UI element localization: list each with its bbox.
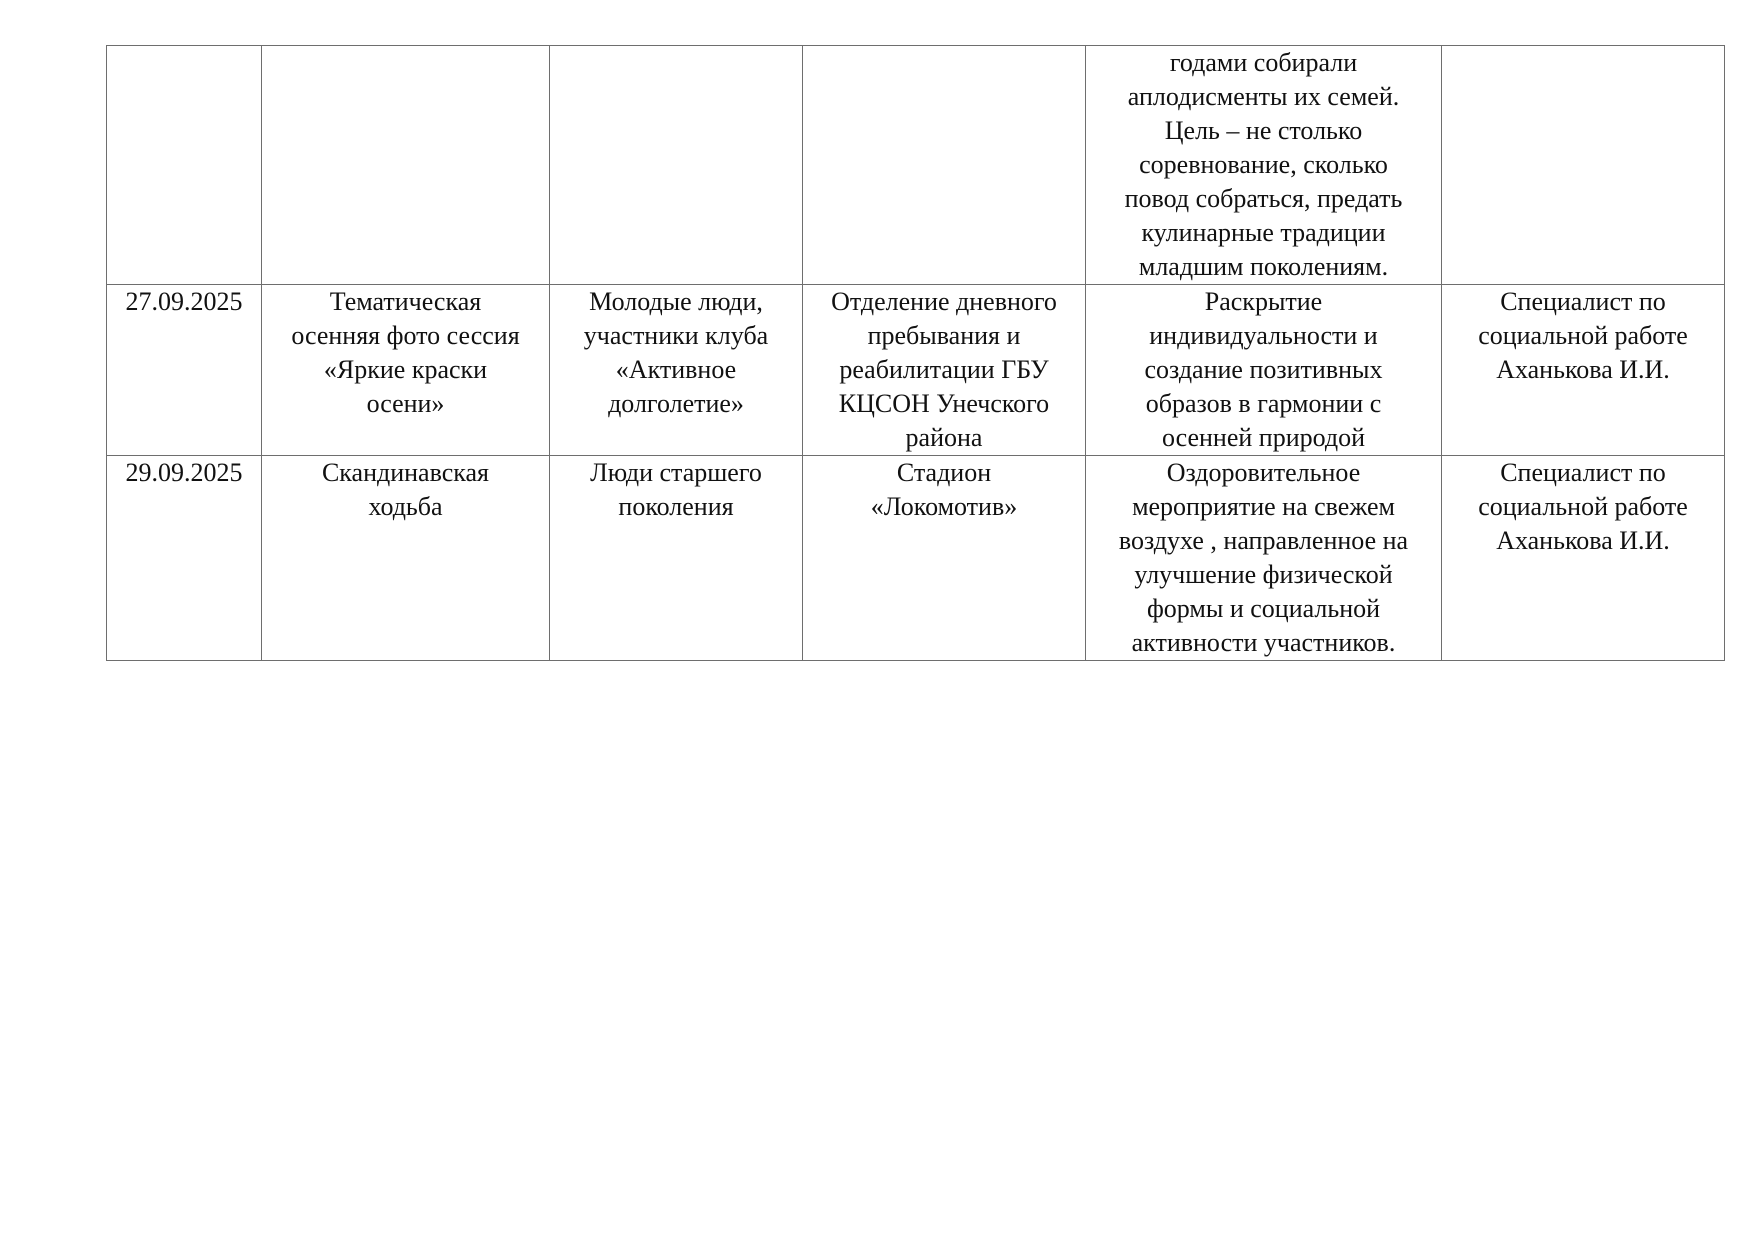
date-cell (107, 46, 262, 285)
description-cell: годами собирали аплодисменты их семей. Цель – не столько соревнование, сколько повод собраться, предать кулинарные традиции младшим поколениям. (1086, 46, 1442, 285)
description-cell: Оздоровительное мероприятие на свежем воздухе , направленное на улучшение физической формы и социальной активности участников. (1086, 456, 1442, 661)
table-row (107, 456, 1725, 661)
table-row (107, 46, 1725, 285)
description-cell: Раскрытие индивидуальности и создание позитивных образов в гармонии с осенней природой (1086, 285, 1442, 456)
event-cell: Тематическая осенняя фото сессия «Яркие краски осени» (262, 285, 550, 456)
event-cell (262, 46, 550, 285)
event-cell: Скандинавская ходьба (262, 456, 550, 661)
audience-cell (550, 46, 803, 285)
date-cell: 27.09.2025 (107, 285, 262, 456)
events-table (106, 45, 1725, 661)
audience-cell: Люди старшего поколения (550, 456, 803, 661)
responsible-cell: Специалист по социальной работе Аханькова И.И. (1442, 456, 1725, 661)
location-cell (803, 46, 1086, 285)
audience-cell: Молодые люди, участники клуба «Активное долголетие» (550, 285, 803, 456)
date-cell: 29.09.2025 (107, 456, 262, 661)
responsible-cell: Специалист по социальной работе Аханькова И.И. (1442, 285, 1725, 456)
location-cell: Отделение дневного пребывания и реабилитации ГБУ КЦСОН Унечского района (803, 285, 1086, 456)
responsible-cell (1442, 46, 1725, 285)
table-row (107, 285, 1725, 456)
location-cell: Стадион «Локомотив» (803, 456, 1086, 661)
